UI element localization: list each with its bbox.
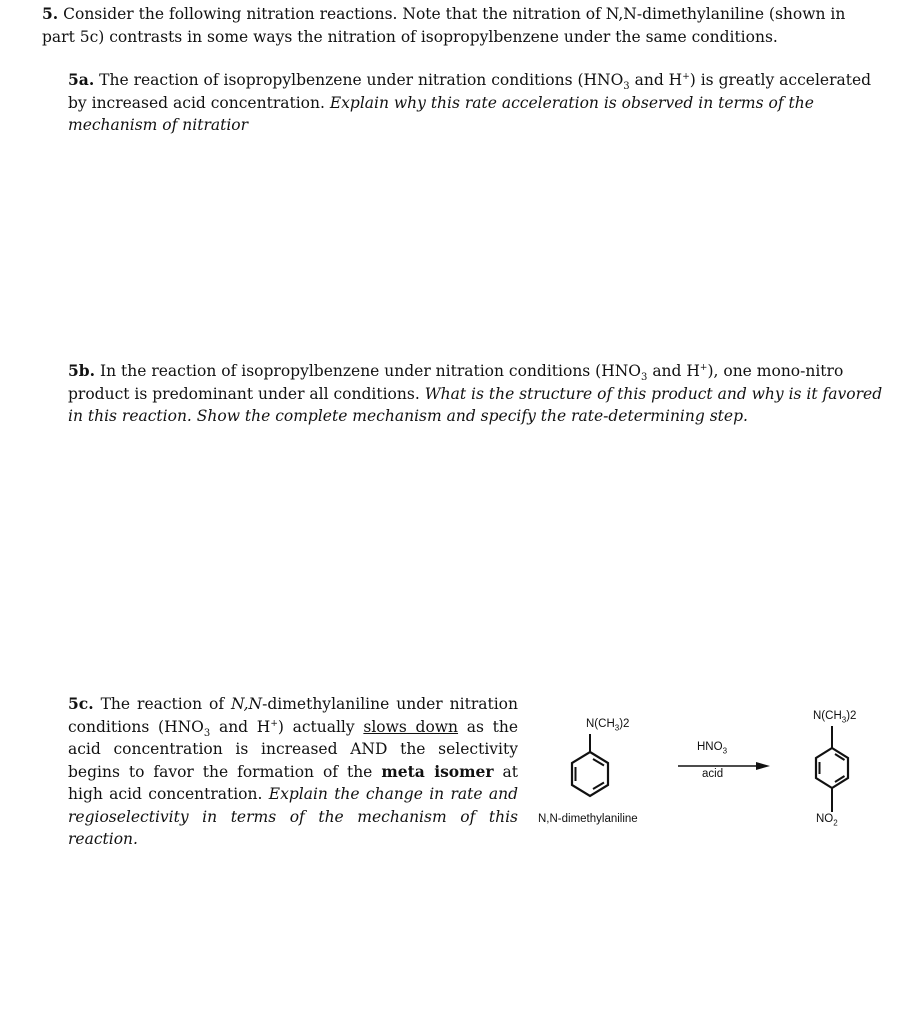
question-5c-italic-name: N,N [231,695,263,713]
superscript: + [699,362,708,373]
question-5c-text-c: and H [210,717,271,736]
question-5-intro [42,3,882,48]
question-5c-instruction: Explain the change in rate and regioselectivity in terms of the mechanism of this reaction. [68,785,518,848]
question-5b-text-mid: and H [647,362,700,380]
question-5c-text-a: The reaction of [100,695,232,713]
question-5-number: 5. [42,4,59,23]
subscript: 3 [623,81,630,93]
question-5c-text-f: at high acid concentration. [68,762,518,803]
question-5a-text-pre: The reaction of isopropylbenzene under nitration conditions (HNO [99,71,624,89]
question-5c-underlined: slows down [363,717,459,736]
question-5b-instruction: What is the structure of this product and why is it favored in this reaction. Show the complete mechanism and specify the rate-determining step. [68,384,883,425]
question-5c-text-d: ) actually [277,717,364,736]
question-5b-label: 5b. [68,361,96,380]
question-5a-instruction: Explain why this rate acceleration is observed in terms of the mechanism of nitratior [68,93,814,134]
reactant-name: N,N-dimethylaniline [538,813,638,825]
question-5a-label: 5a. [68,70,95,89]
subscript: 3 [203,727,211,739]
reactant-substituent-label: $N(CH_3)2$ [586,718,630,733]
reactant-benzene-ring [560,730,620,810]
superscript: + [682,71,690,82]
product-substituent-label: $N(CH_3)2$ [813,710,857,725]
question-5-text: Consider the following nitration reactions. Note that the nitration of N,N-dimethylaniline (shown in part 5c) contrasts in some ways the nitration of isopropylbenzene under the same conditions. [42,5,846,46]
reaction-arrow [676,759,772,773]
question-5c-text-e: as the acid concentration is increased AND the selectivity begins to favor the formation of the [68,717,519,781]
question-5c [68,693,518,851]
subscript: 3 [641,372,648,384]
superscript: + [270,718,278,729]
question-5c-label: 5c. [68,694,94,713]
question-5b [68,360,883,428]
question-5b-text-post: ), one mono-nitro product is predominant under all conditions. [68,362,844,403]
question-5c-bold: meta isomer [381,761,494,781]
reagent-bottom: acid [702,768,724,780]
reagent-top: $HNO_3$ [697,741,728,756]
question-5b-text-pre: In the reaction of isopropylbenzene under nitration conditions (HNO [99,362,642,380]
question-5a [68,69,883,137]
question-5a-text-mid: and H [629,71,683,89]
question-5c-text-b: -dimethylaniline under nitration conditions (HNO [68,695,518,736]
product-benzene-ring [802,724,862,828]
product-nitro-label: $NO_2$ [816,813,838,828]
question-5a-text-post: ) is greatly accelerated by increased acid concentration. [68,71,872,112]
